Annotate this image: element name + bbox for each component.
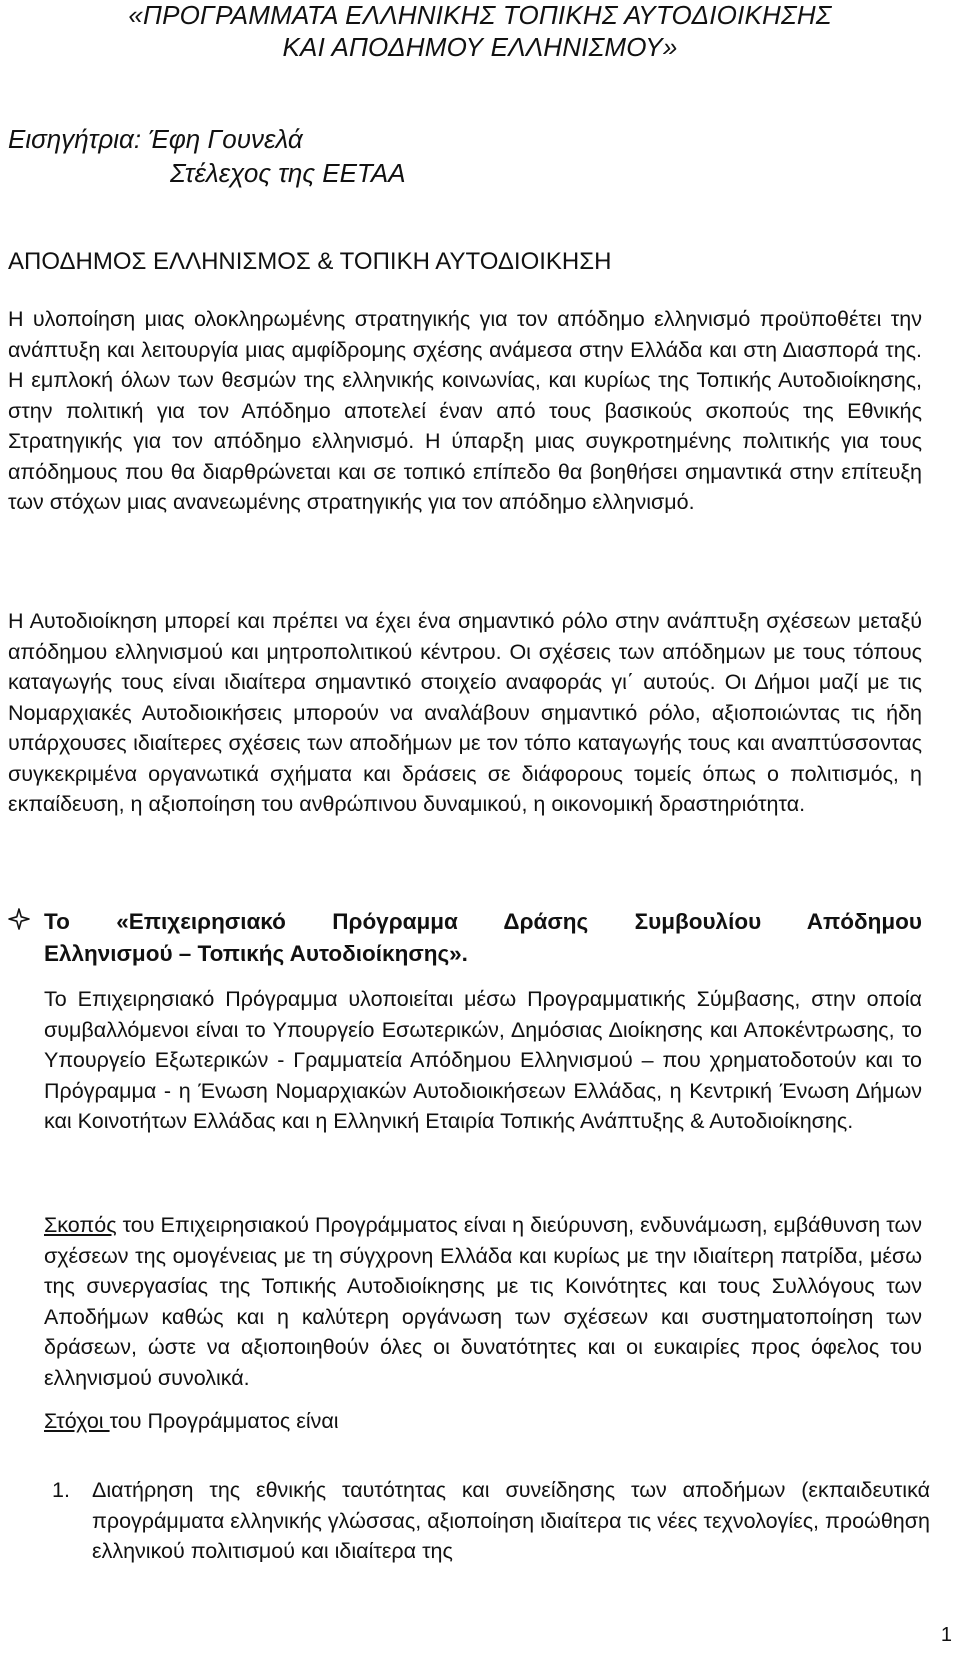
speaker-name: Εισηγήτρια: Έφη Γουνελά: [8, 124, 303, 154]
paragraph-1: Η υλοποίηση μιας ολοκληρωμένης στρατηγικής για τον απόδημο ελληνισμό προϋποθέτει την ανάπτυξη και λειτουργία μιας αμφίδρομης σχέσης ανάμεσα στην Ελλάδα και στη Διασπορά της. Η εμπλοκή όλων των θεσμών της ελληνικής κοινωνίας, και κυρίως της Τοπικής Αυτοδιοίκησης, στην πολιτική για τον Απόδημο αποτελεί έναν από τους βασικούς σκοπούς της Εθνικής Στρατηγικής για τον απόδημο ελληνισμό. Η ύπαρξη μιας συγκροτημένης πολιτικής για τους απόδημους που θα διαρθρώνεται και σε τοπικό επίπεδο θα βοηθήσει σημαντικά στην επίτευξη των στόχων μιας ανανεωμένης στρατηγικής για τον απόδημο ελληνισμό.: [8, 307, 922, 514]
purpose-text: του Επιχειρησιακού Προγράμματος είναι η διεύρυνση, ενδυνάμωση, εμβάθυνση των σχέσεων της ομογένειας με τη σύγχρονη Ελλάδα και κυρίως με την ιδιαίτερη πατρίδα, μέσω της συνεργασίας της Τοπικής Αυτοδιοίκησης με τις Κοινότητες και τους Συλλόγους των Αποδήμων καθώς και η καλύτερη οργάνωση των σχέσεων και συστηματοποίηση των δράσεων, ώστε να αξιοποιηθούν όλες οι δυνατότητες και οι ευκαιρίες προς όφελος του ελληνισμού συνολικά.: [44, 1213, 922, 1390]
bullet-heading: [8, 906, 922, 970]
four-point-star-outline-icon: [8, 908, 30, 930]
speaker-role: Στέλεχος της ΕΕΤΑΑ: [170, 158, 406, 188]
paragraph-5: [44, 1406, 922, 1437]
paragraph-2: Η Αυτοδιοίκηση μπορεί και πρέπει να έχει ένα σημαντικό ρόλο στην ανάπτυξη σχέσεων μεταξύ απόδημου ελληνισμού και μητροπολιτικού κέντρου. Οι σχέσεις των απόδημων με τους τόπους καταγωγής τους είναι ιδιαίτερα σημαντικό στοιχείο αναφοράς γι΄ αυτούς. Οι Δήμοι μαζί με τις Νομαρχιακές Αυτοδιοικήσεις μπορούν να αναλάβουν σημαντικό ρόλο, αξιοποιώντας τις ήδη υπάρχουσες ιδιαίτερες σχέσεις των αποδήμων με τον τόπο καταγωγής τους και αναπτύσσοντας συγκεκριμένα οργανωτικά σχήματα και δράσεις σε διάφορους τομείς όπως ο πολιτισμός, η εκπαίδευση, η αξιοποίηση του ανθρώπινου δυναμικού, η οικονομική δραστηριότητα.: [8, 609, 922, 816]
purpose-label: Σκοπός: [44, 1213, 117, 1237]
document-title-line-1: «ΠΡΟΓΡΑΜΜΑΤΑ ΕΛΛΗΝΙΚΗΣ ΤΟΠΙΚΗΣ ΑΥΤΟΔΙΟΙΚΗΣΗΣ: [128, 0, 832, 30]
paragraph-4: [44, 1210, 922, 1393]
goals-text: του Προγράμματος είναι: [109, 1409, 339, 1433]
list-item-number: 1.: [52, 1478, 70, 1502]
goals-label: Στόχοι: [44, 1409, 110, 1433]
document-title-line-2: ΚΑΙ ΑΠΟΔΗΜΟΥ ΕΛΛΗΝΙΣΜΟΥ»: [282, 32, 678, 62]
page-number: 1: [940, 1624, 952, 1646]
bullet-heading-line-1: Το «Επιχειρησιακό Πρόγραμμα Δράσης Συμβουλίου Απόδημου: [44, 909, 922, 934]
bullet-heading-line-2: Ελληνισμού – Τοπικής Αυτοδιοίκησης».: [44, 941, 468, 966]
list-item-text: Διατήρηση της εθνικής ταυτότητας και συνείδησης των αποδήμων (εκπαιδευτικά προγράμματα ελληνικής γλώσσας, αξιοποίηση ιδιαίτερα τις νέες τεχνολογίες, προώθηση ελληνικού πολιτισμού και ιδιαίτερα της: [92, 1478, 930, 1563]
paragraph-3: Το Επιχειρησιακό Πρόγραμμα υλοποιείται μέσω Προγραμματικής Σύμβασης, στην οποία συμβαλλόμενοι είναι το Υπουργείο Εσωτερικών, Δημόσιας Διοίκησης και Αποκέντρωσης, το Υπουργείο Εξωτερικών - Γραμματεία Απόδημου Ελληνισμού – που χρηματοδοτούν και το Πρόγραμμα - η Ένωση Νομαρχιακών Αυτοδιοικήσεων Ελλάδας, η Κεντρική Ένωση Δήμων και Κοινοτήτων Ελλάδας και η Ελληνική Εταιρία Τοπικής Ανάπτυξης & Αυτοδιοίκησης.: [44, 987, 922, 1133]
section-heading: ΑΠΟΔΗΜΟΣ ΕΛΛΗΝΙΣΜΟΣ & ΤΟΠΙΚΗ ΑΥΤΟΔΙΟΙΚΗΣΗ: [8, 248, 612, 275]
